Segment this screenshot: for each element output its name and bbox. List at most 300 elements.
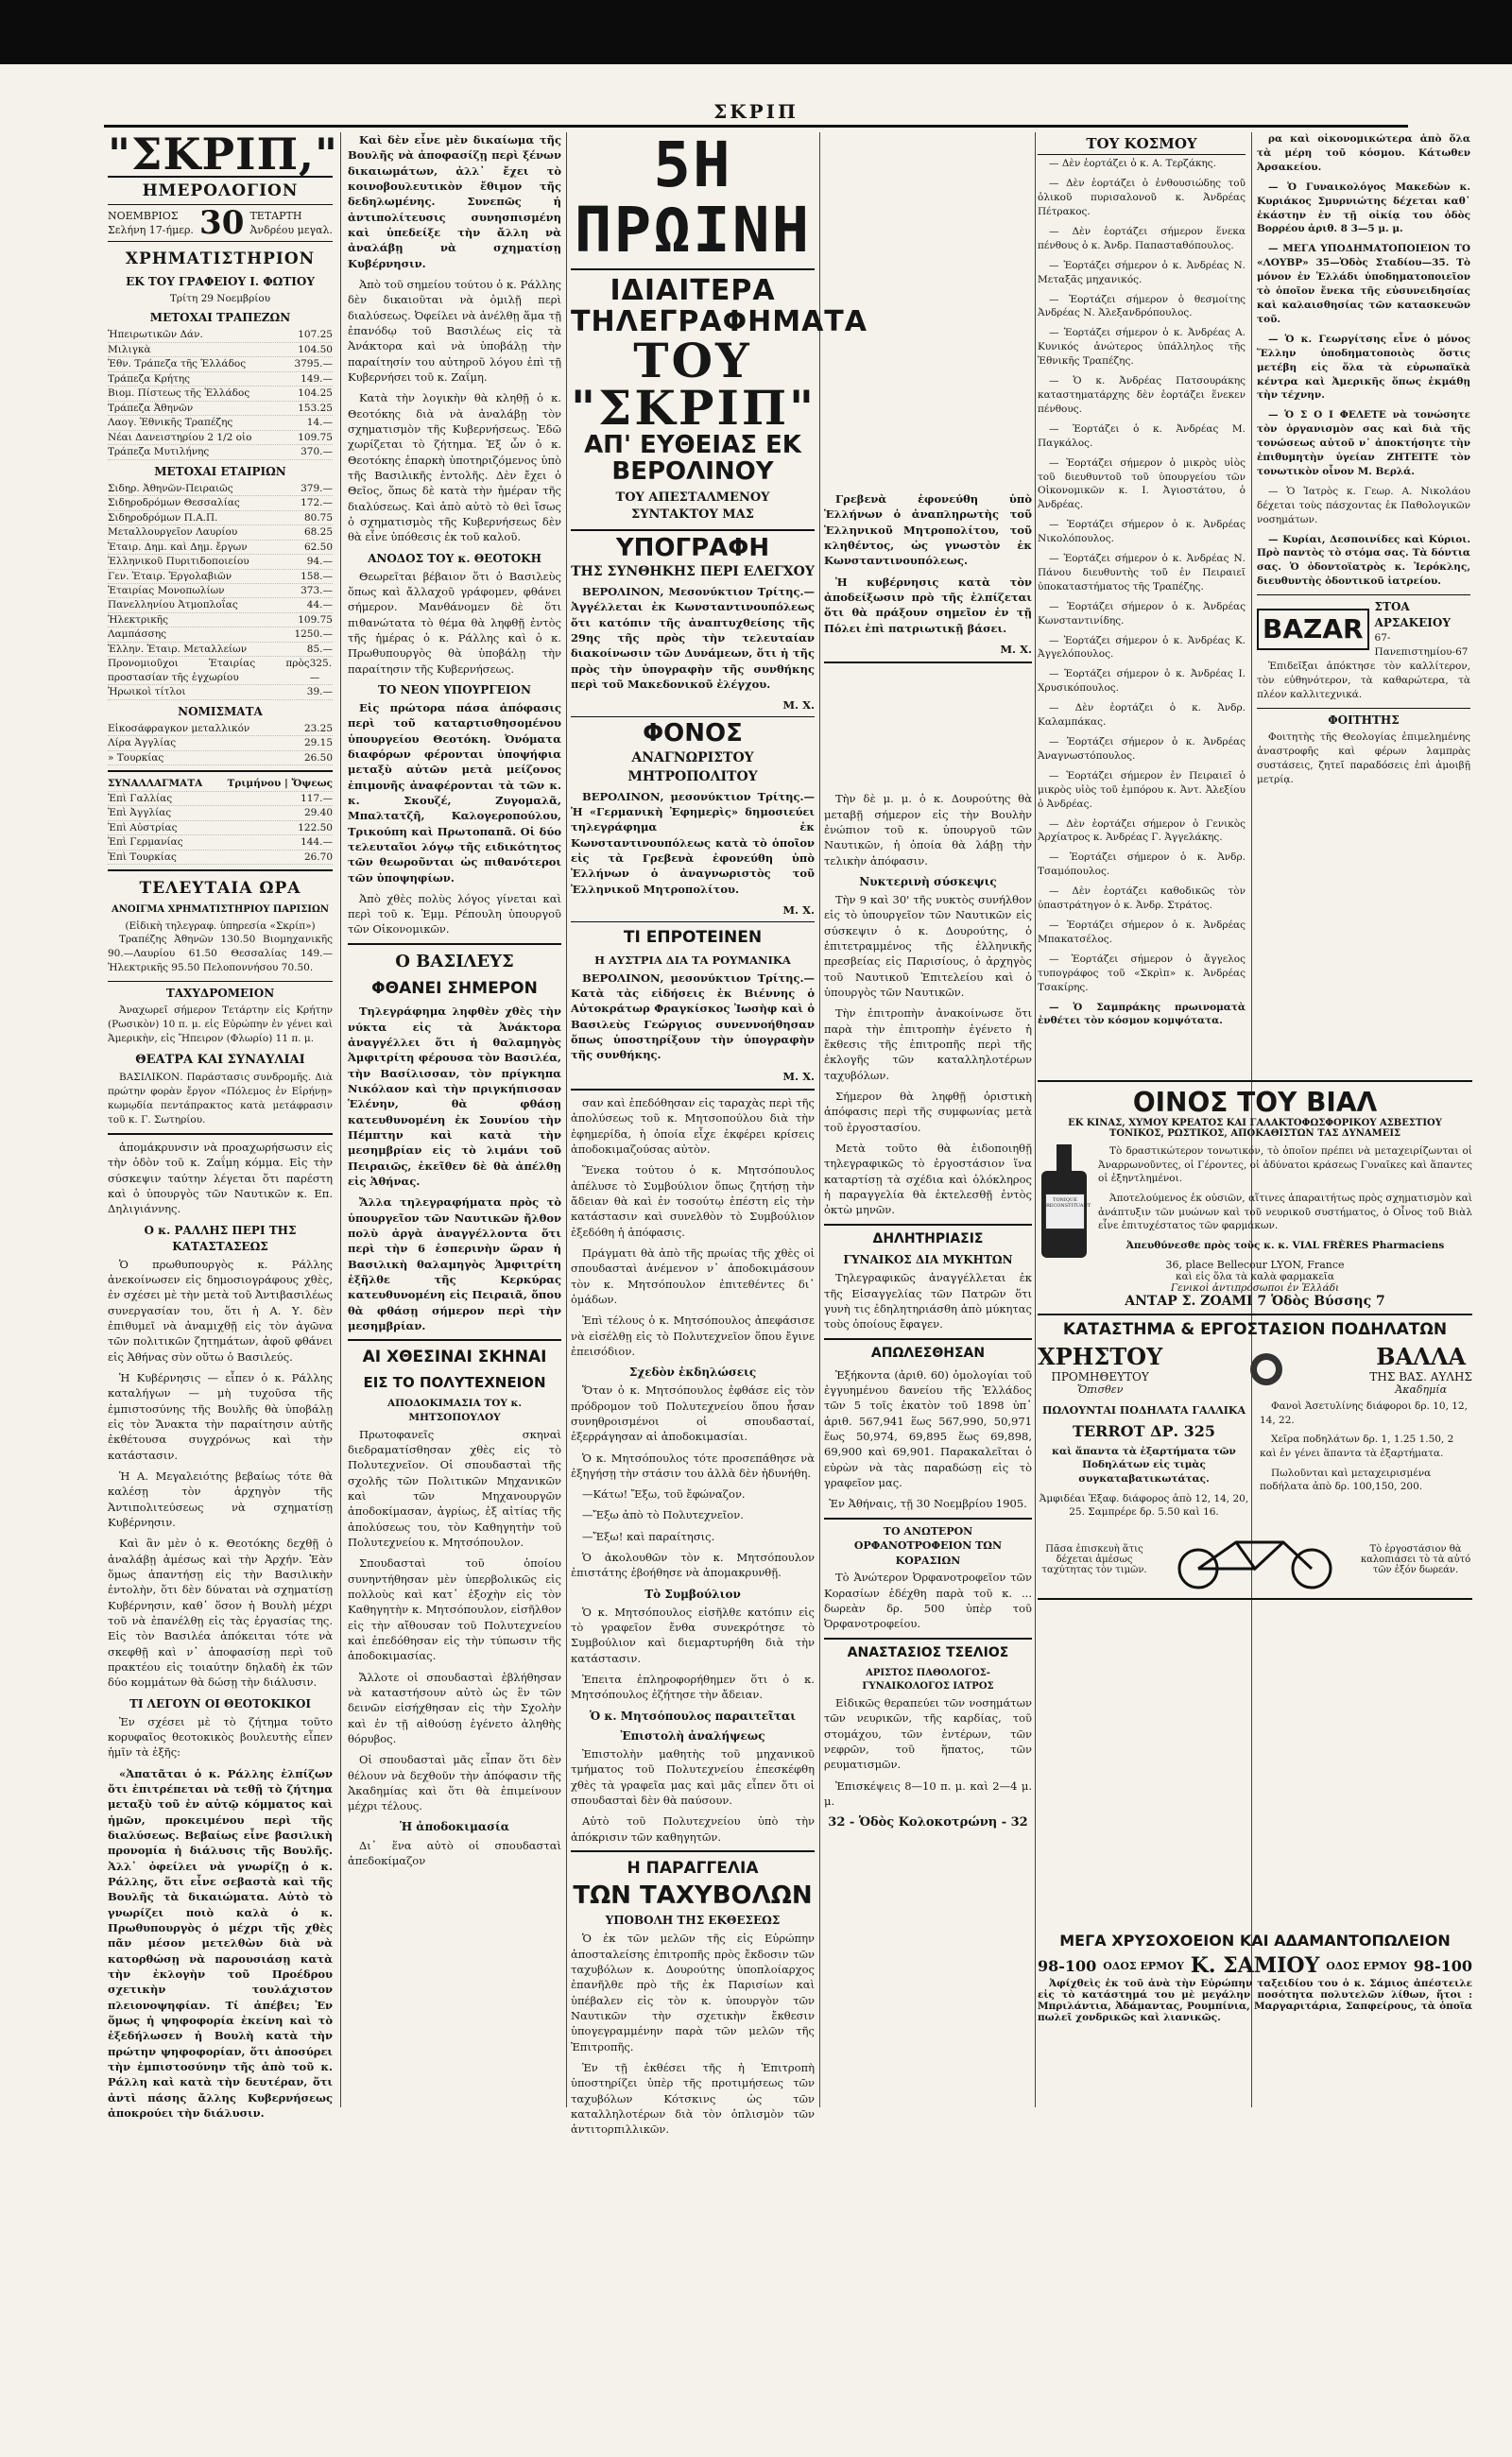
article-paragraph: Πράγματι θὰ ἀπὸ τῆς πρωίας τῆς χθὲς οἱ σπουδασταὶ ἀνέμενον ν᾽ ἀποδοκιμάσουν τὸν κ. Μητσόπουλον ἐπιτεθέντες δι᾽ ὁμάδων. bbox=[571, 1246, 815, 1306]
article-paragraph: Δι᾽ ἕνα αὐτὸ οἱ σπουδασταὶ ἀπεδοκίμαζον bbox=[348, 1838, 561, 1867]
row-value: 44.— bbox=[306, 599, 333, 611]
article-paragraph: Ὁ κ. Μητσόπουλος τότε προσεπάθησε νὰ ἐξηγήσῃ τὴν στάσιν του ἀλλὰ δὲν ἠδυνήθη. bbox=[571, 1451, 815, 1480]
row-value: 94.— bbox=[306, 556, 333, 568]
notice-paragraph: — Ὁ Σ Ο Ι ΦΕΛΕΤΕ νὰ τονώσητε τὸν ὀργανισμὸν σας καὶ διὰ τῆς τονώσεως αὐτοῦ ν᾽ ἀποκτήσητε τὴν ἐπιθυμητὴν ὑγείαν ΖΗΤΕΙΤΕ τὸν τονωτικὸν οἶνον Μ. Βερλά. bbox=[1257, 409, 1470, 477]
row-label: Βιομ. Πίστεως τῆς Ἑλλάδος bbox=[108, 387, 250, 400]
bazar-ad bbox=[1257, 599, 1470, 660]
row-label: Ἐπὶ Αὐστρίας bbox=[108, 821, 178, 833]
article-subheading: Ἐπιστολὴ ἀναλήψεως bbox=[620, 1728, 765, 1743]
row-value: 80.75 bbox=[303, 511, 333, 524]
row-value: 14.— bbox=[306, 417, 333, 429]
column-rule bbox=[340, 132, 341, 2107]
bazar-location: ΣΤΟΑ ΑΡΣΑΚΕΙΟΥ bbox=[1374, 600, 1451, 630]
jeweller-name: Κ. ΣΑΜΙΟΥ bbox=[1190, 1953, 1320, 1978]
row-label: Σιδηροδρόμων Θεσσαλίας bbox=[108, 497, 240, 509]
society-item: — Ἑορτάζει σήμερον ὁ κ. Ἀνδρ. Τσαμόπουλος. bbox=[1038, 851, 1246, 878]
bazar-text: Ἐπιδεῖξαι ἀπόκτησε τὸν καλλίτερον, τὸν εὐθηνότερον, τὰ καθαρώτερα, τὰ πλέον καλλιτεχνικά. bbox=[1257, 661, 1470, 700]
article-paragraph: Εἰδικῶς θεραπεύει τῶν νοσημάτων τῶν νευρικῶν, τῆς καρδίας, τοῦ στομάχου, τῶν ἐντέρων, τῶν νεφρῶν, τοῦ ἥπατος, τῶν ρευματισμῶν. bbox=[824, 1695, 1032, 1772]
bicycle-icon bbox=[1160, 1529, 1349, 1589]
berlin-banner: ΑΠ' ΕΥΘΕΙΑΣ ΕΚ ΒΕΡΟΛΙΝΟΥ bbox=[584, 430, 801, 487]
article-paragraph: Ἀπὸ χθὲς πολὺς λόγος γίνεται καὶ περὶ τοῦ κ. Ἐμμ. Ρέπουλη ὑπουργοῦ τῶν Οἰκονομικῶν. bbox=[348, 891, 561, 936]
vial-agents: Γενικοὶ ἀντιπρόσωποι ἐν Ἑλλάδι bbox=[1170, 1281, 1340, 1294]
ad-paragraph: Τὸ ἐργοστάσιον θὰ καλοπιάσει τὸ τὰ αὐτό τῶν ἐξόν δωρεάν. bbox=[1360, 1543, 1471, 1575]
article-paragraph: Θεωρεῖται βέβαιον ὅτι ὁ Βασιλεὺς ὅπως καὶ ἄλλαχοῦ γράφομεν, φθάνει σήμερον. Μανθάνομεν δὲ ὅτι πιθανώτατα τὸ θέμα θὰ ληφθῇ ἐντὸς τῆς ἡμέρας ὁ κ. Ράλλης καὶ ὁ κ. Πρωθυπουργὸς θὰ ὑποβάλῃ τὴν παραίτησιν τῆς Κυβερνήσεως. bbox=[348, 569, 561, 676]
row-value: 23.25 bbox=[303, 722, 333, 734]
society-item: — Ἑορτάζει σήμερον ὁ ἄγγελος τυπογράφος τοῦ «Σκρὶπ» κ. Ἀνδρέας Τσακίρης. bbox=[1038, 953, 1246, 993]
bazar-address: 67-Πανεπιστημίου-67 bbox=[1374, 632, 1469, 659]
row-value: 1250.— bbox=[294, 628, 333, 641]
row-value: 85.— bbox=[306, 643, 333, 655]
riot-heading: ΑΙ ΧΘΕΣΙΝΑΙ ΣΚΗΝΑΙ bbox=[362, 1348, 547, 1367]
row-label: Μιλιγκὰ bbox=[108, 343, 151, 355]
table-row bbox=[108, 570, 333, 584]
row-label: Ἐπὶ Γερμανίας bbox=[108, 836, 183, 849]
article-paragraph: σαν καὶ ἐπεδόθησαν εἰς ταραχὰς περὶ τῆς ἀπολύσεως τοῦ κ. Μητσοπούλου διὰ τὴν ἐφημερίδα, ἡ ὁποία εἶχε ἐκφέρει κρίσεις ἀποδοκιμαζούσας αὐτὸν. bbox=[571, 1095, 815, 1156]
society-item: — Ἑορτάζει σήμερον ὁ κ. Ἀνδρέας Ι. Χρυσικόπουλος. bbox=[1038, 668, 1246, 695]
bicycle-sale: ΠΩΛΟΥΝΤΑΙ ΠΟΔΗΛΑΤΑ ΓΑΛΛΙΚΑ bbox=[1041, 1403, 1246, 1417]
shop-location-left: Ὄπισθεν bbox=[1076, 1383, 1124, 1396]
bicycle-price: TERROT ΔΡ. 325 bbox=[1072, 1422, 1216, 1441]
shop-location-right: Ἀκαδημία bbox=[1395, 1383, 1448, 1396]
signature-heading: ΥΠΟΓΡΑΦΗ bbox=[615, 533, 770, 562]
article-paragraph: Τὴν δὲ μ. μ. ὁ κ. Δουρούτης θὰ μεταβῇ σήμερον εἰς τὴν Βουλὴν ἐνώπιον τοῦ κ. ὑπουργοῦ τῶν Ναυτικῶν, ἡ ὁποία θὰ λάβῃ τὴν τελικὴν ἀπόφασιν. bbox=[824, 792, 1032, 868]
article-paragraph: —Ἔξω! καὶ παραίτησις. bbox=[582, 1529, 715, 1543]
order-kicker: ΥΠΟΒΟΛΗ ΤΗΣ ΕΚΘΕΣΕΩΣ bbox=[605, 1914, 781, 1928]
article-paragraph: ΒΕΡΟΛΙΝΟΝ, Μεσονύκτιον Τρίτης.—Ἀγγέλλεται ἐκ Κωνσταντινουπόλεως ὅτι κατόπιν τῆς ἀναπτυχθείσης τῆς 29ης τῆς πρὸς τὴν τελευταίαν διακοίνωσιν τῶν Δυνάμεων, ὅτι ἡ τῆς πρὸς τὴν ὑπογραφὴν τῆς συνθήκης περὶ τοῦ Μακεδονικοῦ ἐλέγχου. bbox=[571, 584, 815, 691]
article-paragraph: Τὸ Ἀνώτερον Ὀρφανοτροφεῖον τῶν Κορασίων ἐδέχθη παρὰ τοῦ κ. ... δωρεὰν δρ. 500 ὑπὲρ τοῦ Ὀρφανοτροφείου. bbox=[824, 1571, 1032, 1631]
table-row bbox=[108, 850, 333, 865]
row-value: 3795.— bbox=[294, 358, 333, 370]
society-item: — Ἑορτάζει σήμερον ὁ κ. Ἀνδρέας Α. Κυνικός ἀνώτερος ὑπάλληλος τῆς Ἐθνικῆς Τραπέζης. bbox=[1038, 327, 1246, 368]
row-label: Λαμπάσσης bbox=[108, 628, 166, 641]
paper-banner: ΤΟΥ "ΣΚΡΙΠ" bbox=[571, 332, 817, 436]
student-text: Φοιτητὴς τῆς Θεολογίας ἐπιμελημένης ἀναστροφῆς καὶ φέρων λαμπρὰς συστάσεις, ζητεῖ παραδόσεις ἐπὶ ἀμοιβῇ μετρίᾳ. bbox=[1257, 730, 1470, 785]
column-rule bbox=[1035, 132, 1036, 2107]
article-paragraph: Ὁ πρωθυπουργὸς κ. Ράλλης ἀνεκοίνωσεν εἰς δημοσιογράφους χθὲς, ἐν σχέσει μὲ τὴν μετὰ τοῦ Ἀντιβασιλέως συνεργασίαν του, ὅτι ἡ Α. Υ. δὲν ἐπιθυμεῖ νὰ ἀναμιχθῇ εἰς τὸν ἀγῶνα τῶν πολιτικῶν ζητημάτων, ἀφοῦ φθάνει εἰς Ἀθήνας σὺν οὕτω ὁ Βασιλεύς. bbox=[108, 1257, 333, 1364]
row-label: Μεταλλουργεῖον Λαυρίου bbox=[108, 526, 238, 539]
order-heading: Η ΠΑΡΑΓΓΕΛΙΑ bbox=[627, 1858, 759, 1878]
column-telegrams bbox=[571, 129, 868, 2137]
vial-address-2: καὶ εἰς ὅλα τὰ καλὰ φαρμακεῖα bbox=[1176, 1270, 1334, 1282]
row-label: Σιδηροδρόμων Π.Α.Π. bbox=[108, 511, 218, 524]
table-row bbox=[108, 736, 333, 750]
date-weekday: ΤΕΤΑΡΤΗ bbox=[249, 209, 302, 222]
shop-owner-subtitle: ΤΗΣ ΒΑΣ. ΑΥΛΗΣ bbox=[1369, 1369, 1472, 1383]
society-item: — Δὲν ἑορτάζει ὁ κ. Ἀνδρ. Καλαμπάκας. bbox=[1038, 702, 1246, 729]
article-paragraph: Ἕνεκα τούτου ὁ κ. Μητσόπουλος ἀπέλυσε τὸ Συμβούλιον ὅπως ζητήσῃ τὴν ἄδειαν θὰ καὶ ἐν τοσούτῳ ἐπέστη εἰς τὴν κατάστασιν καὶ συνελθὸν τὸ Συμβούλιον ἐξεδόθη ἡ ἀπόφασις. bbox=[571, 1163, 815, 1239]
row-label: Ἐθν. Τράπεζα τῆς Ἑλλάδος bbox=[108, 358, 247, 370]
column-calendar-exchange bbox=[108, 129, 338, 2120]
coins-title: ΝΟΜΙΣΜΑΤΑ bbox=[178, 704, 263, 718]
table-row bbox=[108, 525, 333, 540]
article-paragraph: Σπουδασταὶ τοῦ ὁποίου συνηντήθησαν μὲν ὑπερβολικῶς εἰς πολλοὺς καὶ κατ᾽ ἐξοχὴν εἰς τὸν Καθηγητὴν κ. Μητσόπουλον, εἰσῆλθον εἰς τὴν αἴθουσαν τοῦ Πολυτεχνείου καὶ ἐπεδόθησαν εἰς τὴν τύπωσιν τῆς ἀποδοκιμασίας. bbox=[348, 1556, 561, 1663]
row-value: 104.50 bbox=[298, 343, 333, 355]
article-paragraph: —Κάτω! Ἔξω, τοῦ ἔφώναζον. bbox=[582, 1487, 746, 1502]
fx-header: ΣΥΝΑΛΛΑΓΜΑΤΑ Τριμήνου | Ὄψεως bbox=[108, 777, 333, 791]
article-paragraph: Ἐν τῇ ἐκθέσει τῆς ἡ Ἐπιτροπὴ ὑποστηρίζει ὑπὲρ τῆς προτιμήσεως τῶν ταχυβόλων Κότσκινς ὡς τῶν καταλληλοτέρων διὰ τὸν ὁπλισμὸν τῶν ἀντιτορπιλλικῶν. bbox=[571, 2060, 815, 2137]
society-item: — Ἑορτάζει σήμερον ὁ κ. Ἀνδρέας Μπακατσέλος. bbox=[1038, 919, 1246, 945]
article-paragraph: Ὁ κ. Μητσόπουλος εἰσῆλθε κατόπιν εἰς τὸ γραφεῖον ἔνθα συνεκρότησε τὸ Συμβούλιον καὶ διεμαρτυρήθη διὰ τὴν κατάστασιν. bbox=[571, 1605, 815, 1665]
ad-paragraph: Τὸ δραστικώτερον τονωτικόν, τὸ ὁποῖον πρέπει νὰ μεταχειρίζωνται οἱ Ἀναρρωνοῦντες, οἱ Γέροντες, οἱ ἀδύνατοι κράσεως Γυναῖκες καὶ ἅπαντες οἱ ἐξηντλημένοι. bbox=[1098, 1145, 1472, 1185]
ad-paragraph: Ἀποτελούμενος ἐκ οὐσιῶν, αἵτινες ἀπαραιτήτως πρὸς σχηματισμὸν καὶ ἀνάπτυξιν τῶν μυώνων καὶ τοῦ νευρικοῦ συστήματος, ὁ Οἶνος τοῦ Βιὰλ εἶνε ἐπιτυχέστατος τῶν φαρμάκων. bbox=[1098, 1193, 1472, 1232]
article-subheading: Σχεδὸν ἐκδηλώσεις bbox=[628, 1366, 757, 1380]
table-row bbox=[108, 806, 333, 820]
edition-banner: 5Η ΠΡΩΙΝΗ bbox=[574, 129, 812, 267]
date-month: ΝΟΕΜΒΡΙΟΣ bbox=[108, 209, 179, 222]
date-saint: Ἀνδρέου μεγαλ. bbox=[249, 224, 333, 237]
column-society bbox=[1038, 132, 1246, 1077]
table-row bbox=[108, 835, 333, 850]
article-subheading: Ὁ κ. Μητσόπουλος παραιτεῖται bbox=[589, 1709, 797, 1723]
row-label: Σιδηρ. Ἀθηνῶν-Πειραιῶς bbox=[108, 482, 233, 494]
row-label: » Τουρκίας bbox=[108, 751, 164, 764]
row-value: 109.75 bbox=[298, 613, 333, 626]
table-row bbox=[108, 598, 333, 612]
murder-subheading: ΑΝΑΓΝΩΡΙΣΤΟΥ ΜΗΤΡΟΠΟΛΙΤΟΥ bbox=[627, 749, 758, 784]
post-text: Ἀναχωρεῖ σήμερον Τετάρτην εἰς Κρήτην (Ρωσικὸν) 10 π. μ. εἰς Εὐρώπην ἐν γένει καὶ Ἀμερικὴν, εἰς Ἤπειρον (Φλωρίο) 11 π. μ. bbox=[108, 1005, 333, 1045]
jeweller-street: ΟΔΟΣ ΕΡΜΟΥ bbox=[1103, 1959, 1184, 1972]
table-row bbox=[108, 372, 333, 387]
doctor-name: ΑΝΑΣΤΑΣΙΟΣ ΤΣΕΛΙΟΣ bbox=[847, 1644, 1009, 1660]
banks-table bbox=[108, 328, 333, 459]
society-item: — Ἑορτάζει σήμερον ὁ κ. Ἀνδρέας Νικολόπουλος. bbox=[1038, 519, 1246, 545]
row-label: Ἠπειρωτικῶν Δάν. bbox=[108, 329, 203, 341]
row-value: 26.70 bbox=[303, 850, 333, 863]
society-item: — Ἑορτάζει σήμερον ὁ μικρὸς υἱὸς τοῦ διευθυντοῦ τοῦ ὑπουργείου τῶν Οἰκονομικῶν κ. Ι. Ἀγιοστάτου, ὁ Ἀνδρέας. bbox=[1038, 456, 1246, 511]
theotokis-heading: ΤΙ ΛΕΓΟΥΝ ΟΙ ΘΕΟΤΟΚΙΚΟΙ bbox=[129, 1696, 312, 1710]
article-paragraph: Ἡ κυβέρνησις κατὰ τὸν ἀποδείξωσιν πρὸ τῆς ἐλπίζεται ὅτι θὰ πράξουν σημεῖον ἐν τῇ Πόλει ἐπὶ πατριωτικῇ βάσει. bbox=[824, 575, 1032, 635]
row-label: Πανελληνίου Ἀτμοπλοΐας bbox=[108, 599, 238, 611]
riot-subheading: ΕΙΣ ΤΟ ΠΟΛΥΤΕΧΝΕΙΟΝ bbox=[363, 1373, 546, 1391]
shop-owner-first: ΧΡΗΣΤΟΥ bbox=[1038, 1342, 1163, 1370]
row-value: 117.— bbox=[301, 792, 333, 804]
table-row bbox=[108, 416, 333, 430]
society-item: — Δὲν ἑορτάζει ὁ ἐνθουσιώδης τοῦ ὁλικοῦ πυρισαλονοῦ κ. Ἀνδρέας Πέτρακος. bbox=[1038, 178, 1246, 218]
last-hour-note: (Εἰδικὴ τηλεγραφ. ὑπηρεσία «Σκρίπ») bbox=[125, 919, 316, 932]
society-item: — Ἑορτάζει σήμερον ὁ κ. Ἀνδρέας Κ. Ἀγγελόπουλος. bbox=[1038, 634, 1246, 661]
date-day: 30 bbox=[199, 204, 245, 243]
row-label: Τράπεζα Κρήτης bbox=[108, 372, 191, 385]
column-rule bbox=[566, 132, 567, 2107]
vial-wine-ad bbox=[1038, 1075, 1472, 1605]
table-row bbox=[108, 357, 333, 371]
article-paragraph: ΒΕΡΟΛΙΝΟΝ, μεσονύκτιον Τρίτης.—Ἡ «Γερμανικὴ Ἐφημερὶς» δημοσιεύει τηλεγράφημα ἐκ Κωνσταντινουπόλεως κατὰ τὸ ὁποῖον εἰς τὰ Γρεβενὰ ἐφονεύθη ὑπὸ Ἑλλήνων ὁ ἀναγνωριστὸς τοῦ Ἑλληνικοῦ Μητροπολίτου. bbox=[571, 789, 815, 896]
table-row bbox=[108, 821, 333, 835]
vial-subtitle: ΕΚ ΚΙΝΑΣ, ΧΥΜΟΥ ΚΡΕΑΤΟΣ ΚΑΙ ΓΑΛΑΚΤΟΦΩΣΦΟΡΙΚΟΥ ΑΣΒΕΣΤΙΟΥ bbox=[1068, 1118, 1442, 1128]
banks-title: ΜΕΤΟΧΑΙ ΤΡΑΠΕΖΩΝ bbox=[149, 311, 291, 325]
society-item: — Ἑορτάζει ὁ κ. Ἀνδρέας Μ. Παγκάλος. bbox=[1038, 422, 1246, 449]
article-paragraph: Τηλεγράφημα ληφθὲν χθὲς τὴν νύκτα εἰς τὰ Ἀνάκτορα ἀναγγέλλει ὅτι ἡ θαλαμηγὸς Ἀμφιτρίτη φέρουσα τὸν Βασιλέα, τὴν Βασίλισσαν, τὸν πρίγκηπα Νικόλαον καὶ τὴν πριγκήπισσαν Ἑλένην, θὰ φθάσῃ κατευθυνομένη ἐκ Σουνίου τὴν Πέμπτην καὶ κατὰ τὴν μεσημβρίαν εἰς τὸ λιμάνι τοῦ Πειραιῶς, ἐκεῖθεν δὲ θὰ ἀπέλθῃ εἰς Ἀθήνας. bbox=[348, 1005, 561, 1189]
row-value: 153.25 bbox=[298, 402, 333, 414]
article-paragraph: Γρεβενὰ ἐφονεύθη ὑπὸ Ἑλλήνων ὁ ἀναπληρωτὴς τοῦ Ἑλληνικοῦ Μητροπολίτου, τοῦ κληθέντος, ὡς γνωστὸν ἐκ Κωνσταντινουπόλεως. bbox=[824, 492, 1032, 568]
table-row bbox=[108, 613, 333, 627]
society-item: — Δὲν ἑορτάζει σήμερον ἕνεκα πένθους ὁ κ. Ἀνδρ. Παπασταθόπουλος. bbox=[1038, 225, 1246, 251]
table-row bbox=[108, 751, 333, 765]
jeweller-number: 98-100 bbox=[1038, 1956, 1097, 1975]
notice-paragraph: ρα καὶ οἰκονομικώτερα ἀπὸ ὅλα τὰ μέρη τοῦ κόσμου. Κάτωθεν Ἀρσακείου. bbox=[1257, 133, 1470, 173]
article-paragraph: Οἱ σπουδασταὶ μᾶς εἶπαν ὅτι δὲν θέλουν νὰ δεχθοῦν τὴν ἀπόφασιν τῆς Ἀκαδημίας καὶ ὅτι θὰ ἐπιμείνουν μέχρι τέλους. bbox=[348, 1753, 561, 1813]
row-value: 68.25 bbox=[303, 526, 333, 539]
society-item: — Ἑορτάζει σήμερον ὁ κ. Ἀνδρέας Ν. Μεταξᾶς μηχανικός. bbox=[1038, 259, 1246, 285]
king-subheading: ΦΘΑΝΕΙ ΣΗΜΕΡΟΝ bbox=[371, 979, 538, 999]
ad-paragraph: καὶ ἅπαντα τὰ ἐξαρτήματα τῶν Ποδηλάτων εἰς τιμὰς συγκαταβατικωτάτας. bbox=[1052, 1445, 1236, 1485]
article-paragraph: Εἰς πρώτορα πάσα ἀπόφασις περὶ τοῦ καταρτισθησομένου ὑπουργείου Θεοτόκη. Ὀνόματα διαφόρων φέρονται ὑποψήφια μεταξὺ αὐτῶν μετὰ μείζονος ἐπιμονῆς ἀναφέρονται τὰ τῶν κ. κ. Σκουζέ, Ζυγομαλᾶ, Μπαλτατζῆ, Καλογεροπούλου, Τρικούπη καὶ Πρωτοπαπᾶ. Οἱ δύο τελευταῖοι λόγῳ τῆς ειδικότητος τῶν θεωροῦνται ὡς πιθανότεροι τῶν ὑποψηφίων. bbox=[348, 700, 561, 885]
table-row bbox=[108, 685, 333, 699]
article-paragraph: ΒΕΡΟΛΙΝΟΝ, μεσονύκτιον Τρίτης.—Κατὰ τὰς εἰδήσεις ἐκ Βιέννης ὁ Αὐτοκράτωρ Φραγκίσκος Ἰωσὴφ καὶ ὁ Βασιλεὺς Γεώργιος συνεννοήθησαν ὅπως ὑποστηρίξουν τὴν ὑπογραφὴν τῆς συνθήκης. bbox=[571, 971, 815, 1062]
post-title: ΤΑΧΥΔΡΟΜΕΙΟΝ bbox=[165, 987, 275, 1001]
byline: Μ. Χ. bbox=[782, 1069, 815, 1083]
ad-paragraph: Ἀφίχθεὶς ἐκ τοῦ ἀνὰ τὴν Εὐρώπην ταξειδίου του ὁ κ. Σάμιος ἀπέστειλε εἰς τὸ κατάστημά του μὲ μεγάλην ποσότητα πολυτελῶν λίθων, ἤτοι : Μπριλάντια, Ἀδάμαντας, Ρουμπίνια, Μαργαριτάρια, Σαπφείρους, τὰ ὁποῖα πωλεῖ χονδρικῶς καὶ λιανικῶς. bbox=[1038, 1978, 1472, 2023]
table-row bbox=[108, 431, 333, 445]
table-row bbox=[108, 343, 333, 357]
notice-paragraph: — Ὁ κ. Γεωργίτσης εἶνε ὁ μόνος Ἕλλην ὑποδηματοποιὸς ὅστις μετέβη εἰς ὅλα τὰ εὐρωπαϊκὰ κέντρα καὶ Ἀμερικῆς ὅπως ἐκμάθῃ τὴν τέχνην. bbox=[1257, 333, 1470, 402]
theatre-text: ΒΑΣΙΛΙΚΟΝ. Παράστασις συνδρομῆς. Διὰ πρώτην φορὰν ἔργον «Πόλεμος ἐν Εἰρήνῃ» κωμῳδία πεντάπρακτος κατὰ μετάφρασιν τοῦ κ. Γ. Σωτηρίου. bbox=[108, 1072, 333, 1126]
row-label: Λαογ. Ἐθνικῆς Τραπέζης bbox=[108, 417, 233, 429]
row-label: Ἑταιρ. Δημ. καὶ Δημ. ἔργων bbox=[108, 541, 248, 553]
moon-phase: Σελήνη 17-ήμερ. bbox=[108, 224, 194, 237]
last-hour-subtitle: ΑΝΟΙΓΜΑ ΧΡΗΜΑΤΙΣΤΗΡΙΟΥ ΠΑΡΙΣΙΩΝ bbox=[111, 904, 330, 916]
poison-heading: ΔΗΛΗΤΗΡΙΑΣΙΣ bbox=[872, 1230, 984, 1246]
vial-address: 36, place Bellecour LYON, France bbox=[1165, 1258, 1345, 1271]
row-label: Λίρα Ἀγγλίας bbox=[108, 737, 177, 749]
table-row bbox=[108, 445, 333, 459]
signature-subheading: ΤΗΣ ΣΥΝΘΗΚΗΣ ΠΕΡΙ ΕΛΕΓΧΟΥ bbox=[571, 563, 815, 579]
table-row bbox=[108, 387, 333, 401]
article-paragraph: Ἐπιστολὴν μαθητὴς τοῦ μηχανικοῦ τμήματος τοῦ Πολυτεχνείου ἐπεσκέφθη χθὲς τὰ γραφεῖα μας καὶ μᾶς εἶπεν ὅτι οἱ σπουδασταὶ δὲν θὰ παύσουν. bbox=[571, 1746, 815, 1807]
article-paragraph: Ἄλλοτε οἱ σπουδασταὶ ἐβλήθησαν νὰ καταστήσουν αὐτὸ ὡς ἓν τῶν δεινῶν εἰσήχθησαν εἰς τὴν Σχολὴν καὶ ἐν τῇ αἰθούσῃ ἐγένετο ἀληθὴς θόρυβος. bbox=[348, 1670, 561, 1745]
companies-title: ΜΕΤΟΧΑΙ ΕΤΑΙΡΙΩΝ bbox=[154, 464, 286, 478]
notice-paragraph: — Ὁ Γυναικολόγος Μακεδὼν κ. Κυριάκος Σμυρνιώτης δέχεται καθ᾽ ἑκάστην ἐν τῇ οἰκίᾳ του ὁδὸς Βορρέου ἀριθ. 8 3—5 μ. μ. bbox=[1257, 180, 1470, 235]
last-hour-text: Τραπέζης Ἀθηνῶν 130.50 Βιομηχανικῆς 90.—Λαυρίου 61.50 Θεσσαλίας 149.—Ἠλεκτρικῆς 95.50 Πελοποννήσου 70.50. bbox=[108, 934, 333, 974]
bicycle-shop-title: ΚΑΤΑΣΤΗΜΑ & ΕΡΓΟΣΤΑΣΙΟΝ ΠΟΔΗΛΑΤΩΝ bbox=[1062, 1319, 1448, 1339]
table-row bbox=[108, 657, 333, 685]
row-value: 29.15 bbox=[303, 737, 333, 749]
jeweller-ad bbox=[1038, 1928, 1472, 2029]
article-paragraph: «Ἀπατᾶται ὁ κ. Ράλλης ἐλπίζων ὅτι ἐπιτρέπεται νὰ τεθῇ τὸ ζήτημα μεταξὺ τοῦ ἐν αὐτῷ κόμματος καὶ ἡμῶν, προκειμένου περὶ τῆς διαλύσεως. Βεβαίως εἶνε βασιλικὴ προνομία ἡ διάλυσις τῆς Βουλῆς. Ἀλλ᾽ ὀφείλει νὰ γνωρίζῃ ὁ κ. Ράλλης, ὅτι εἶνε σεβαστὰ καὶ τῆς Βουλῆς τὰ δικαιώματα. Αὐτὸ τὸ γνωρίζει ποιὸ καλὰ ὁ κ. Πρωθυπουργὸς ὁ μέχρι τῆς χθὲς πᾶν μέσον μετελθὼν διὰ νὰ κατορθώσῃ νὰ παρουσιάσῃ κατὰ τὴν ἐκλογὴν τοῦ Προέδρου σχετικὴν τουλάχιστον πλειονοψηφίαν. Τί ἀπέβει; Ἐν ὅμως ἡ ψηφοφορία ἐκείνη καὶ τὸ ἐξεδήλωσεν ἡ Βουλὴ κατὰ τὴν πρώτην ψηφοφορίαν, ὅτι ἀποσύρει τὴν ἐμπιστοσύνην τῆς ἀπὸ τοῦ κ. Ράλλη καὶ κατὰ τὴν δευτέραν, ὅτι ἀντὶ πάσης ἄλλης Κυβερνήσεως ἀποκρούει τὴν διάλυσιν. bbox=[108, 1766, 333, 2120]
row-label: Προνομιοῦχοι Ἑταιρίας πρὸς προστασίαν τῆς ἐγχωρίου bbox=[108, 658, 310, 683]
column-politics bbox=[348, 132, 561, 2098]
article-paragraph: —Ἔξω ἀπὸ τὸ Πολυτεχνεῖον. bbox=[582, 1508, 744, 1522]
byline: Μ. Χ. bbox=[1000, 642, 1032, 656]
student-heading: ΦΟΙΤΗΤΗΣ bbox=[1328, 713, 1400, 727]
doctor-title: ΑΡΙΣΤΟΣ ΠΑΘΟΛΟΓΟΣ-ΓΥΝΑΙΚΟΛΟΓΟΣ ΙΑΤΡΟΣ bbox=[862, 1667, 994, 1692]
row-label: Ἐταιρίας Μονοπωλίων bbox=[108, 585, 225, 596]
column-rule bbox=[819, 132, 820, 2107]
row-value: 122.50 bbox=[298, 821, 333, 833]
notice-paragraph: — Ὁ Ἰατρὸς κ. Γεωρ. Α. Νικολάου δέχεται τοὺς πάσχοντας ἐκ Παθολογικῶν νοσημάτων. bbox=[1257, 485, 1470, 525]
notice-paragraph: — ΜΕΓΑ ΥΠΟΔΗΜΑΤΟΠΟΙΕΙΟΝ ΤΟ «ΛΟΥΒΡ» 35—Ὁδὸς Σταδίου—35. Τὸ μόνον ἐν Ἑλλάδι ὑποδηματοποιεῖον τὸ ὁποῖον ἔνεκα τῆς εὐσυνειδησίας καὶ καλαισθησίας τῶν κατασκευῶν τοῦ. bbox=[1257, 243, 1470, 325]
row-label: Εἰκοσάφραγκον μεταλλικόν bbox=[108, 722, 250, 734]
masthead: ΣΚΡΙΠ bbox=[713, 100, 799, 123]
article-paragraph: Ὅταν ὁ κ. Μητσόπουλος ἐφθάσε εἰς τὸν πρόδρομον τοῦ Πολυτεχνείου ὅπου ἦσαν συνηθροισμένοι οἱ σπουδασταί, ἐξερράγησαν αἱ ἀποδοκιμασίαι. bbox=[571, 1383, 815, 1444]
row-label: Ἐλληνικοῦ Πυριτιδοποιείου bbox=[108, 556, 249, 568]
austria-subheading: Η ΑΥΣΤΡΙΑ ΔΙΑ ΤΑ ΡΟΥΜΑΝΙΚΑ bbox=[594, 954, 791, 968]
row-value: 373.— bbox=[301, 585, 333, 596]
article-paragraph: Ἐπισκέψεις 8—10 π. μ. καὶ 2—4 μ. μ. bbox=[824, 1778, 1032, 1808]
ad-paragraph: Πωλοῦνται καὶ μεταχειρισμένα ποδήλατα ἀπὸ δρ. 100,150, 200. bbox=[1260, 1467, 1432, 1493]
night-heading: Νυκτερινὴ σύσκεψις bbox=[859, 874, 997, 888]
article-paragraph: Μετὰ τοῦτο θὰ ἐιδοποιηθῇ τηλεγραφικῶς τὸ ἐργοστάσιον ἵνα καταρτίσῃ τὰ σχέδια καὶ ὁλόκληρος ἡ παραγγελία θὰ ἐκτελεσθῇ ἐντὸς ὀκτὼ μηνῶν. bbox=[824, 1141, 1032, 1217]
table-row bbox=[108, 511, 333, 525]
medal-icon bbox=[1238, 1350, 1295, 1388]
table-row bbox=[108, 482, 333, 496]
article-paragraph: Τηλεγραφικῶς ἀναγγέλλεται ἐκ τῆς Εἰσαγγελίας τῶν Πατρῶν ὅτι γυνὴ τις ἐδηλητηριάσθη ἀπὸ μύκητας τοὺς ὁποίους ἔφαγεν. bbox=[824, 1271, 1032, 1332]
row-label: Ἠλεκτρικῆς bbox=[108, 613, 168, 626]
row-value: 370.— bbox=[301, 446, 333, 458]
article-subheading: Τὸ Συμβούλιον bbox=[644, 1587, 741, 1601]
article-paragraph: Καὶ δὲν εἶνε μὲν δικαίωμα τῆς Βουλῆς νὰ ἀποφασίζῃ περὶ ξένων δικαιωμάτων, ἀλλ᾽ ἔχει τὸ κοινοβουλευτικὸν ἔθιμον τῆς δεδηλωμένης. Συνεπῶς ἡ ἀντιπολίτευσις συνησπισμένη καὶ ὑπεδείξε τὴν ἄλλη νὰ ἀναλάβῃ νὰ σχηματίσῃ Κυβέρνησιν. bbox=[348, 133, 561, 270]
table-row bbox=[108, 722, 333, 736]
row-value: 29.40 bbox=[303, 807, 333, 819]
article-paragraph: Ὁ ἐκ τῶν μελῶν τῆς εἰς Εὐρώπην ἀποσταλείσης ἐπιτροπῆς πρὸς ἔκδοσιν τῶν ταχυβόλων κ. Δουρούτης ὑποπλοίαρχος ἐπανῆλθε πρὸ τῆς ἐκ Παρισίων καὶ ὑπέβαλεν εἰς τὸν κ. ὑπουργὸν τῶν Ναυτικῶν τὴν σχετικὴν ἔκθεσιν ὑπογεγραμμένην παρὰ τῶν μελῶν τῆς Ἐπιτροπῆς. bbox=[571, 1932, 815, 2053]
calendar-subtitle: ΗΜΕΡΟΛΟΓΙΟΝ bbox=[108, 178, 333, 205]
article-paragraph: Καὶ ἂν μὲν ὁ κ. Θεοτόκης δεχθῇ ὁ ἀναλάβῃ ἀμέσως καὶ τὴν Ἀρχήν. Ἐὰν ὅμως ἀπαντήσῃ εἰς τὴν Βασιλικὴν ἐντολὴν, ὅτι δὲν δύναται νὰ σχηματίσῃ Κυβέρνησιν, καθ᾽ ὅσον ἡ Βουλὴ μέχρι τοῦ νὰ ἐπανέλθῃ εἰς τὰς ἐργασίας της. Εἰς τὸν Βασιλέα ἀπόκειται τότε νὰ σκεφθῇ καὶ ν᾽ ἀποφασίσῃ περὶ τοῦ πρακτέου εἰς τοιαύτην δηλαδὴ ἐκ τῶν δύο κομμάτων θὰ δώσῃ τὴν διάλυσιν. bbox=[108, 1537, 333, 1690]
society-item: — Ὁ Σαμπράκης πρωινοματὰ ἐνθέτει τὸν κόσμον κομψότατα. bbox=[1038, 1001, 1246, 1027]
new-cabinet-heading: ΤΟ ΝΕΟΝ ΥΠΟΥΡΓΕΙΟΝ bbox=[378, 682, 531, 696]
fx-table bbox=[108, 792, 333, 865]
table-row bbox=[108, 402, 333, 416]
article-paragraph: Τὴν ἐπιτροπὴν ἀνακοίνωσε ὅτι παρὰ τὴν ἐπιτροπὴν ἐγένετο ἡ ἔκθεσις τῆς ἐπιτροπῆς περὶ τῆς ἐκλογῆς τῶν καταλληλοτέρων ταχυβόλων. bbox=[824, 1006, 1032, 1082]
row-value: 39.— bbox=[306, 686, 333, 698]
article-paragraph: Τὴν 9 καὶ 30' τῆς νυκτὸς συνήλθον εἰς τὸ ὑπουργεῖον τῶν Ναυτικῶν εἰς σύσκεψιν ὁ κ. Δουρούτης, ὁ ἐπιτετραμμένος τῆς ἑλληνικῆς πρεσβείας εἰς Παρισίους, ὁ ἀρχηγὸς τοῦ Ναυτικοῦ Ἐπιτελείου καὶ ὁ ὑπουργὸς τῶν Ναυτικῶν. bbox=[824, 892, 1032, 999]
telegrams-banner: ΙΔΙΑΙΤΕΡΑ ΤΗΛΕΓΡΑΦΗΜΑΤΑ bbox=[571, 273, 868, 338]
article-paragraph: Πρωτοφανεῖς σκηναὶ διεδραματίσθησαν χθὲς εἰς τὸ Πολυτεχνεῖον. Οἱ σπουδασταὶ τῆς σχολῆς τῶν Πολιτικῶν Μηχανικῶν καὶ τῶν Μηχανουργῶν ἀποδοκίμασαν, ἀγρίως, ἐξ αἰτίας τῆς ἀπολύσεως του, τὸν Καθηγητὴν τοῦ Πολυτεχνείου κ. Μητσόπουλον. bbox=[348, 1427, 561, 1549]
row-value: 158.— bbox=[301, 570, 333, 582]
orphanage-heading: ΤΟ ΑΝΩΤΕΡΟΝ ΟΡΦΑΝΟΤΡΟΦΕΙΟΝ ΤΩΝ ΚΟΡΑΣΙΩΝ bbox=[853, 1524, 1003, 1567]
table-row bbox=[108, 643, 333, 657]
ad-paragraph: Χεῖρα ποδηλάτων δρ. 1, 1.25 1.50, 2 καὶ ἐν γένει ἅπαντα τὰ ἐξαρτήματα. bbox=[1260, 1434, 1454, 1459]
last-hour-title: ΤΕΛΕΥΤΑΙΑ ΩΡΑ bbox=[139, 879, 301, 899]
article-paragraph: Ἑξήκοντα (ἀριθ. 60) ὁμολογίαι τοῦ ἐγγυημένου δανείου τῆς Ἑλλάδος τῶν 5 τοῖς ἑκατὸν τοῦ 1898 ὑπ᾽ ἀριθ. 567,941 ἕως 567,990, 50,971 ἕως 50,974, 69,895 ἕως 69,898, 69,900 καὶ 69,901. Παρακαλεῖται ὁ εὑρὼν νὰ τὰς παραδώσῃ εἰς τὸ γραφεῖον μας. bbox=[824, 1367, 1032, 1489]
society-item: — Ἑορτάζει σήμερον ἐν Πειραιεῖ ὁ μικρὸς υἱὸς τοῦ ἐμπόρου κ. Ἀντ. Ἀλεξίου ὁ Ἀνδρέας. bbox=[1038, 769, 1246, 810]
row-value: 379.— bbox=[301, 482, 333, 494]
society-item: — Ἑορτάζει σήμερον ὁ θεσμοίτης Ἀνδρέας Ν. Ἀλεξανδρόπουλος. bbox=[1038, 293, 1246, 319]
article-date: Ἐν Ἀθήναις, τῇ 30 Νοεμβρίου 1905. bbox=[829, 1497, 1027, 1511]
row-label: Ἑλλην. Ἑταιρ. Μεταλλείων bbox=[108, 643, 248, 655]
table-row bbox=[108, 627, 333, 642]
table-row bbox=[108, 584, 333, 598]
riot-subsection: Ἡ ἀποδοκιμασία bbox=[399, 1820, 510, 1834]
riot-kicker: ΑΠΟΔΟΚΙΜΑΣΙΑ ΤΟΥ κ. ΜΗΤΣΟΠΟΥΛΟΥ bbox=[387, 1397, 523, 1423]
shop-owner-last: ΒΑΛΛΑ bbox=[1376, 1342, 1467, 1370]
top-black-band bbox=[0, 0, 1512, 64]
article-paragraph: Ἀπὸ τοῦ σημείου τούτου ὁ κ. Ράλλης δὲν δικαιοῦται νὰ ὁμιλῇ περὶ διαλύσεως. Ὀφείλει νὰ ἀνέλθῃ ἅμα τῇ ἐπανόδῳ τοῦ Βασιλέως εἰς τὰ Ἀνάκτορα καὶ νὰ ὑποβάλῃ τὴν παραίτησίν του αὐτηροῦ λόγου ἐπὶ τῇ Κυβερνήσει τοῦ κ. Ζαΐμη. bbox=[348, 277, 561, 384]
table-row bbox=[108, 328, 333, 342]
row-value: 104.25 bbox=[298, 387, 333, 400]
calendar-title: "ΣΚΡΙΠ," bbox=[108, 129, 338, 180]
society-item: — Ἑορτάζει σήμερον ὁ κ. Ἀνδρέας Κωνσταντινίδης. bbox=[1038, 600, 1246, 627]
row-label: Γεν. Ἑταιρ. Ἐργολαβιῶν bbox=[108, 570, 232, 582]
article-paragraph: Ἡ Α. Μεγαλειότης βεβαίως τότε θὰ καλέσῃ τὸν ἀρχηγὸν τῆς Ἀντιπολιτεύσεως νὰ σχηματίσῃ Κυβέρνησιν. bbox=[108, 1469, 333, 1529]
table-row bbox=[108, 496, 333, 510]
poison-subheading: ΓΥΝΑΙΚΟΣ ΔΙΑ ΜΥΚΗΤΩΝ bbox=[843, 1253, 1013, 1267]
table-row bbox=[108, 555, 333, 569]
jeweller-number-2: 98-100 bbox=[1413, 1956, 1472, 1975]
ad-paragraph: Φανοὶ Ἀσετυλίνης διάφοροι δρ. 10, 12, 14, 22. bbox=[1260, 1400, 1468, 1426]
row-label: Ἠρωικοὶ τίτλοι bbox=[108, 686, 186, 698]
row-value: 149.— bbox=[301, 372, 333, 385]
article-paragraph: Ἡ Κυβέρνησις — εἶπεν ὁ κ. Ράλλης καταλήγων — μὴ τυχοῦσα τῆς ἐμπιστοσύνης τῆς Βουλῆς θὰ ὑποβάλῃ εἰς τὸν Ἄνακτα τὴν παραίτησιν αὐτῆς ἐκθέτουσα συγχρόνως καὶ τὴν κατάστασιν. bbox=[108, 1371, 333, 1462]
exchange-title: ΧΡΗΜΑΤΙΣΤΗΡΙΟΝ bbox=[125, 249, 316, 269]
table-row bbox=[108, 541, 333, 555]
ad-paragraph: Ἀμφιδέαι Ἐξαφ. διάφορος ἀπὸ 12, 14, 20, 25. Σαμπρέρε δρ. 5.50 καὶ 16. bbox=[1039, 1492, 1249, 1519]
article-paragraph: ἀπομάκρυνσιν νὰ προαχωρήσωσιν εἰς τὴν ὁδὸν τοῦ κ. Ζαΐμη κόμμα. Εἰς τὴν σύσκεψιν ταύτην λέγεται ὅτι παρέστη καὶ ὁ ὑπουργὸς τῶν Ναυτικῶν κ. Επ. Δηλιγιάννης. bbox=[108, 1141, 333, 1216]
lost-heading: ΑΠΩΛΕΣΘΗΣΑΝ bbox=[870, 1345, 986, 1361]
society-heading: ΤΟΥ ΚΟΣΜΟΥ bbox=[1038, 134, 1246, 155]
theatre-title: ΘΕΑΤΡΑ ΚΑΙ ΣΥΝΑΥΛΙΑΙ bbox=[135, 1052, 305, 1067]
row-value: 109.75 bbox=[298, 431, 333, 443]
vial-title: ΟΙΝΟΣ ΤΟΥ ΒΙΑΛ bbox=[1132, 1087, 1378, 1118]
row-label: Τράπεζα Μυτιλήνης bbox=[108, 446, 210, 458]
jeweller-street-2: ΟΔΟΣ ΕΡΜΟΥ bbox=[1326, 1959, 1407, 1972]
article-paragraph: Σήμερον θὰ ληφθῇ ὁριστικὴ ἀπόφασις περὶ τῆς συμφωνίας μετὰ τοῦ ἐργοστασίου. bbox=[824, 1089, 1032, 1134]
exchange-date: Τρίτη 29 Νοεμβρίου bbox=[169, 293, 271, 305]
exchange-subtitle: ΕΚ ΤΟΥ ΓΡΑΦΕΙΟΥ Ι. ΦΩΤΙΟΥ bbox=[126, 275, 315, 289]
society-item: — Δὲν ἑορτάζει σήμερον ὁ Γενικὸς Ἀρχίατρος κ. Ἀνδρέας Γ. Ἀγγελάκης. bbox=[1038, 817, 1246, 844]
row-label: Ἐπὶ Γαλλίας bbox=[108, 792, 173, 804]
notice-paragraph: — Κυρίαι, Δεσποινίδες καὶ Κύριοι. Πρὸ παντὸς τὸ στόμα σας. Τὰ δόντια σας. Ὁ ὀδοντοϊατρὸς κ. Ἱερόκλης, διευθυντὴς ὀδοντικοῦ ἰατρείου. bbox=[1257, 533, 1470, 588]
article-paragraph: Ἐπὶ τέλους ὁ κ. Μητσόπουλος ἀπεφάσισε νὰ εἰσέλθῃ εἰς τὸ Πολυτεχνεῖον ὅπου ἔγινε ἐπεισόδιον. bbox=[571, 1314, 815, 1358]
coins-table bbox=[108, 722, 333, 765]
row-value: 62.50 bbox=[303, 541, 333, 553]
article-paragraph: Ἐν σχέσει μὲ τὸ ζήτημα τοῦτο κορυφαῖος θεοτοκικὸς βουλευτὴς εἶπεν ἡμῖν τὰ ἑξῆς: bbox=[108, 1714, 333, 1760]
society-item: — Ὁ κ. Ἀνδρέας Πατσουράκης καταστηματάρχης δὲν ἑορτάζει ἕνεκεν πένθους. bbox=[1038, 375, 1246, 415]
correspondent-banner: ΤΟΥ ΑΠΕΣΤΑΛΜΕΝΟΥ ΣΥΝΤΑΚΤΟΥ ΜΑΣ bbox=[615, 490, 770, 523]
row-label: Τράπεζα Ἀθηνῶν bbox=[108, 402, 194, 414]
vial-seller: Ἀπευθύνεσθε πρὸς τοὺς κ. κ. VIAL FRÈRES Pharmaciens bbox=[1125, 1240, 1445, 1252]
austria-heading: ΤΙ ΕΠΡΟΤΕΙΝΕΝ bbox=[623, 928, 763, 948]
byline: Μ. Χ. bbox=[782, 902, 815, 917]
row-label: Νέαι Δανειστηρίου 2 1/2 οἰο bbox=[108, 431, 252, 443]
order-subheading: ΤΩΝ ΤΑΧΥΒΟΛΩΝ bbox=[573, 1881, 813, 1910]
shop-owner-title: ΠΡΟΜΗΘΕΥΤΟΥ bbox=[1051, 1369, 1149, 1383]
table-row bbox=[108, 792, 333, 806]
murder-heading: ΦΟΝΟΣ bbox=[643, 719, 743, 748]
jeweller-title: ΜΕΓΑ ΧΡΥΣΟΧΟΕΙΟΝ ΚΑΙ ΑΔΑΜΑΝΤΟΠΩΛΕΙΟΝ bbox=[1059, 1932, 1451, 1950]
row-value: 325.— bbox=[309, 658, 333, 683]
doctor-address: 32 - Ὁδὸς Κολοκοτρώνη - 32 bbox=[828, 1815, 1028, 1830]
ad-paragraph: Πᾶσα ἐπισκευὴ ἅτις δέχεται ἀμέσως ταχύτητας τὸν τιμῶν. bbox=[1041, 1543, 1147, 1575]
article-paragraph: Ἄλλα τηλεγραφήματα πρὸς τὸ ὑπουργεῖον τῶν Ναυτικῶν ἤλθον πολὺ ἀργὰ ἀναγγέλλοντα ὅτι περὶ τὴν 6 ἑσπερινὴν ὥραν ἡ Βασιλικὴ θαλαμηγὸς Ἀμφιτρίτη ἐξῆλθε τῆς Κερκύρας κατευθυνομένη εἰς Πειραιᾶ, ὅπου θὰ φθάσῃ σήμερον περὶ τὴν μεσημβρίαν. bbox=[348, 1195, 561, 1333]
companies-table bbox=[108, 482, 333, 700]
row-label: Ἐπὶ Τουρκίας bbox=[108, 850, 177, 863]
row-value: 26.50 bbox=[303, 751, 333, 764]
row-value: 144.— bbox=[301, 836, 333, 849]
column-notices bbox=[1257, 132, 1470, 1068]
king-heading: Ο ΒΑΣΙΛΕΥΣ bbox=[395, 951, 514, 971]
wine-bottle-icon: TONIQUE RECONSTITUANT bbox=[1038, 1144, 1091, 1258]
bazar-logo: BAZAR bbox=[1257, 609, 1369, 650]
column-news bbox=[824, 491, 1032, 2457]
society-item: — Δὲν ἑορτάζει ὁ κ. Α. Τερζάκης. bbox=[1049, 158, 1217, 170]
article-paragraph: Κατὰ τὴν λογικὴν θὰ κληθῇ ὁ κ. Θεοτόκης διὰ νὰ ἀναλάβῃ τὸν σχηματισμὸν τῆς Κυβερνήσεως. Ἐδῶ χωρίζεται τὸ ζήτημα. Ἐξ ὧν ὁ κ. Θεοτόκης ἐπαρκὴ ὑποτηριζόμενος ὑπὸ τῆς Βασιλικῆς ἐντολῆς. Δὲν ἔχει ὁ Θεῖος, ὅπως δὲ κατὰ τὴν ἡμέραν τῆς διαλύσεως. Καὶ ἀπὸ αὐτὸ τὸ θεὶ ἴσως ὁ σχηματισμὸς τῆς Κυβερνήσεως δὲν θὰ εἶνε ὑπόθεσις ἐκ τοῦ καλοῦ. bbox=[348, 391, 561, 544]
vial-agent-name: ΑΝΤΑΡ Σ. ΖΟΑΜΙ 7 Ὁδὸς Βύσσης 7 bbox=[1125, 1293, 1385, 1309]
row-value: 107.25 bbox=[298, 329, 333, 341]
society-item: — Δὲν ἑορτάζει καθοδικῶς τὸν ὑπαστράτηγον ὁ κ. Ἀνδρ. Στράτος. bbox=[1038, 885, 1246, 912]
society-item: — Ἑορτάζει σήμερον ὁ κ. Ἀνδρέας Ἀναγνωστόπουλος. bbox=[1038, 736, 1246, 762]
date-box bbox=[108, 205, 333, 242]
row-label: Ἐπὶ Ἀγγλίας bbox=[108, 807, 172, 819]
article-paragraph: Ὁ ἀκολουθῶν τὸν κ. Μητσόπουλον ἐπιστάτης ἐβοήθησε νὰ ἀπομακρυνθῇ. bbox=[571, 1551, 815, 1580]
byline: Μ. Χ. bbox=[782, 698, 815, 713]
masthead-rule bbox=[104, 125, 1408, 128]
article-paragraph: Ἐπειτα ἐπληροφορήθημεν ὅτι ὁ κ. Μητσόπουλος ἐζήτησε τὴν ἄδειαν. bbox=[571, 1673, 815, 1702]
vial-subtitle-2: ΤΟΝΙΚΟΣ, ΡΩΣΤΙΚΟΣ, ΑΠΟΚΑΘΙΣΤΩΝ ΤΑΣ ΔΥΝΑΜΕΙΣ bbox=[1108, 1128, 1401, 1139]
article-paragraph: Αὐτὸ τοῦ Πολυτεχνείου ὑπὸ τὴν ἀπόκρισιν τῶν καθηγητῶν. bbox=[571, 1814, 815, 1844]
society-item: — Ἑορτάζει σήμερον ὁ κ. Ἀνδρέας Ν. Πάνου διευθυντὴς τοῦ ἐν Πειραιεῖ ὑποκαταστήματος τῆς Τραπέζης. bbox=[1038, 553, 1246, 593]
rallis-heading: Ο κ. ΡΑΛΛΗΣ ΠΕΡΙ ΤΗΣ ΚΑΤΑΣΤΑΣΕΩΣ bbox=[144, 1223, 297, 1253]
ascent-heading: ΑΝΟΔΟΣ ΤΟΥ κ. ΘΕΟΤΟΚΗ bbox=[368, 551, 541, 565]
